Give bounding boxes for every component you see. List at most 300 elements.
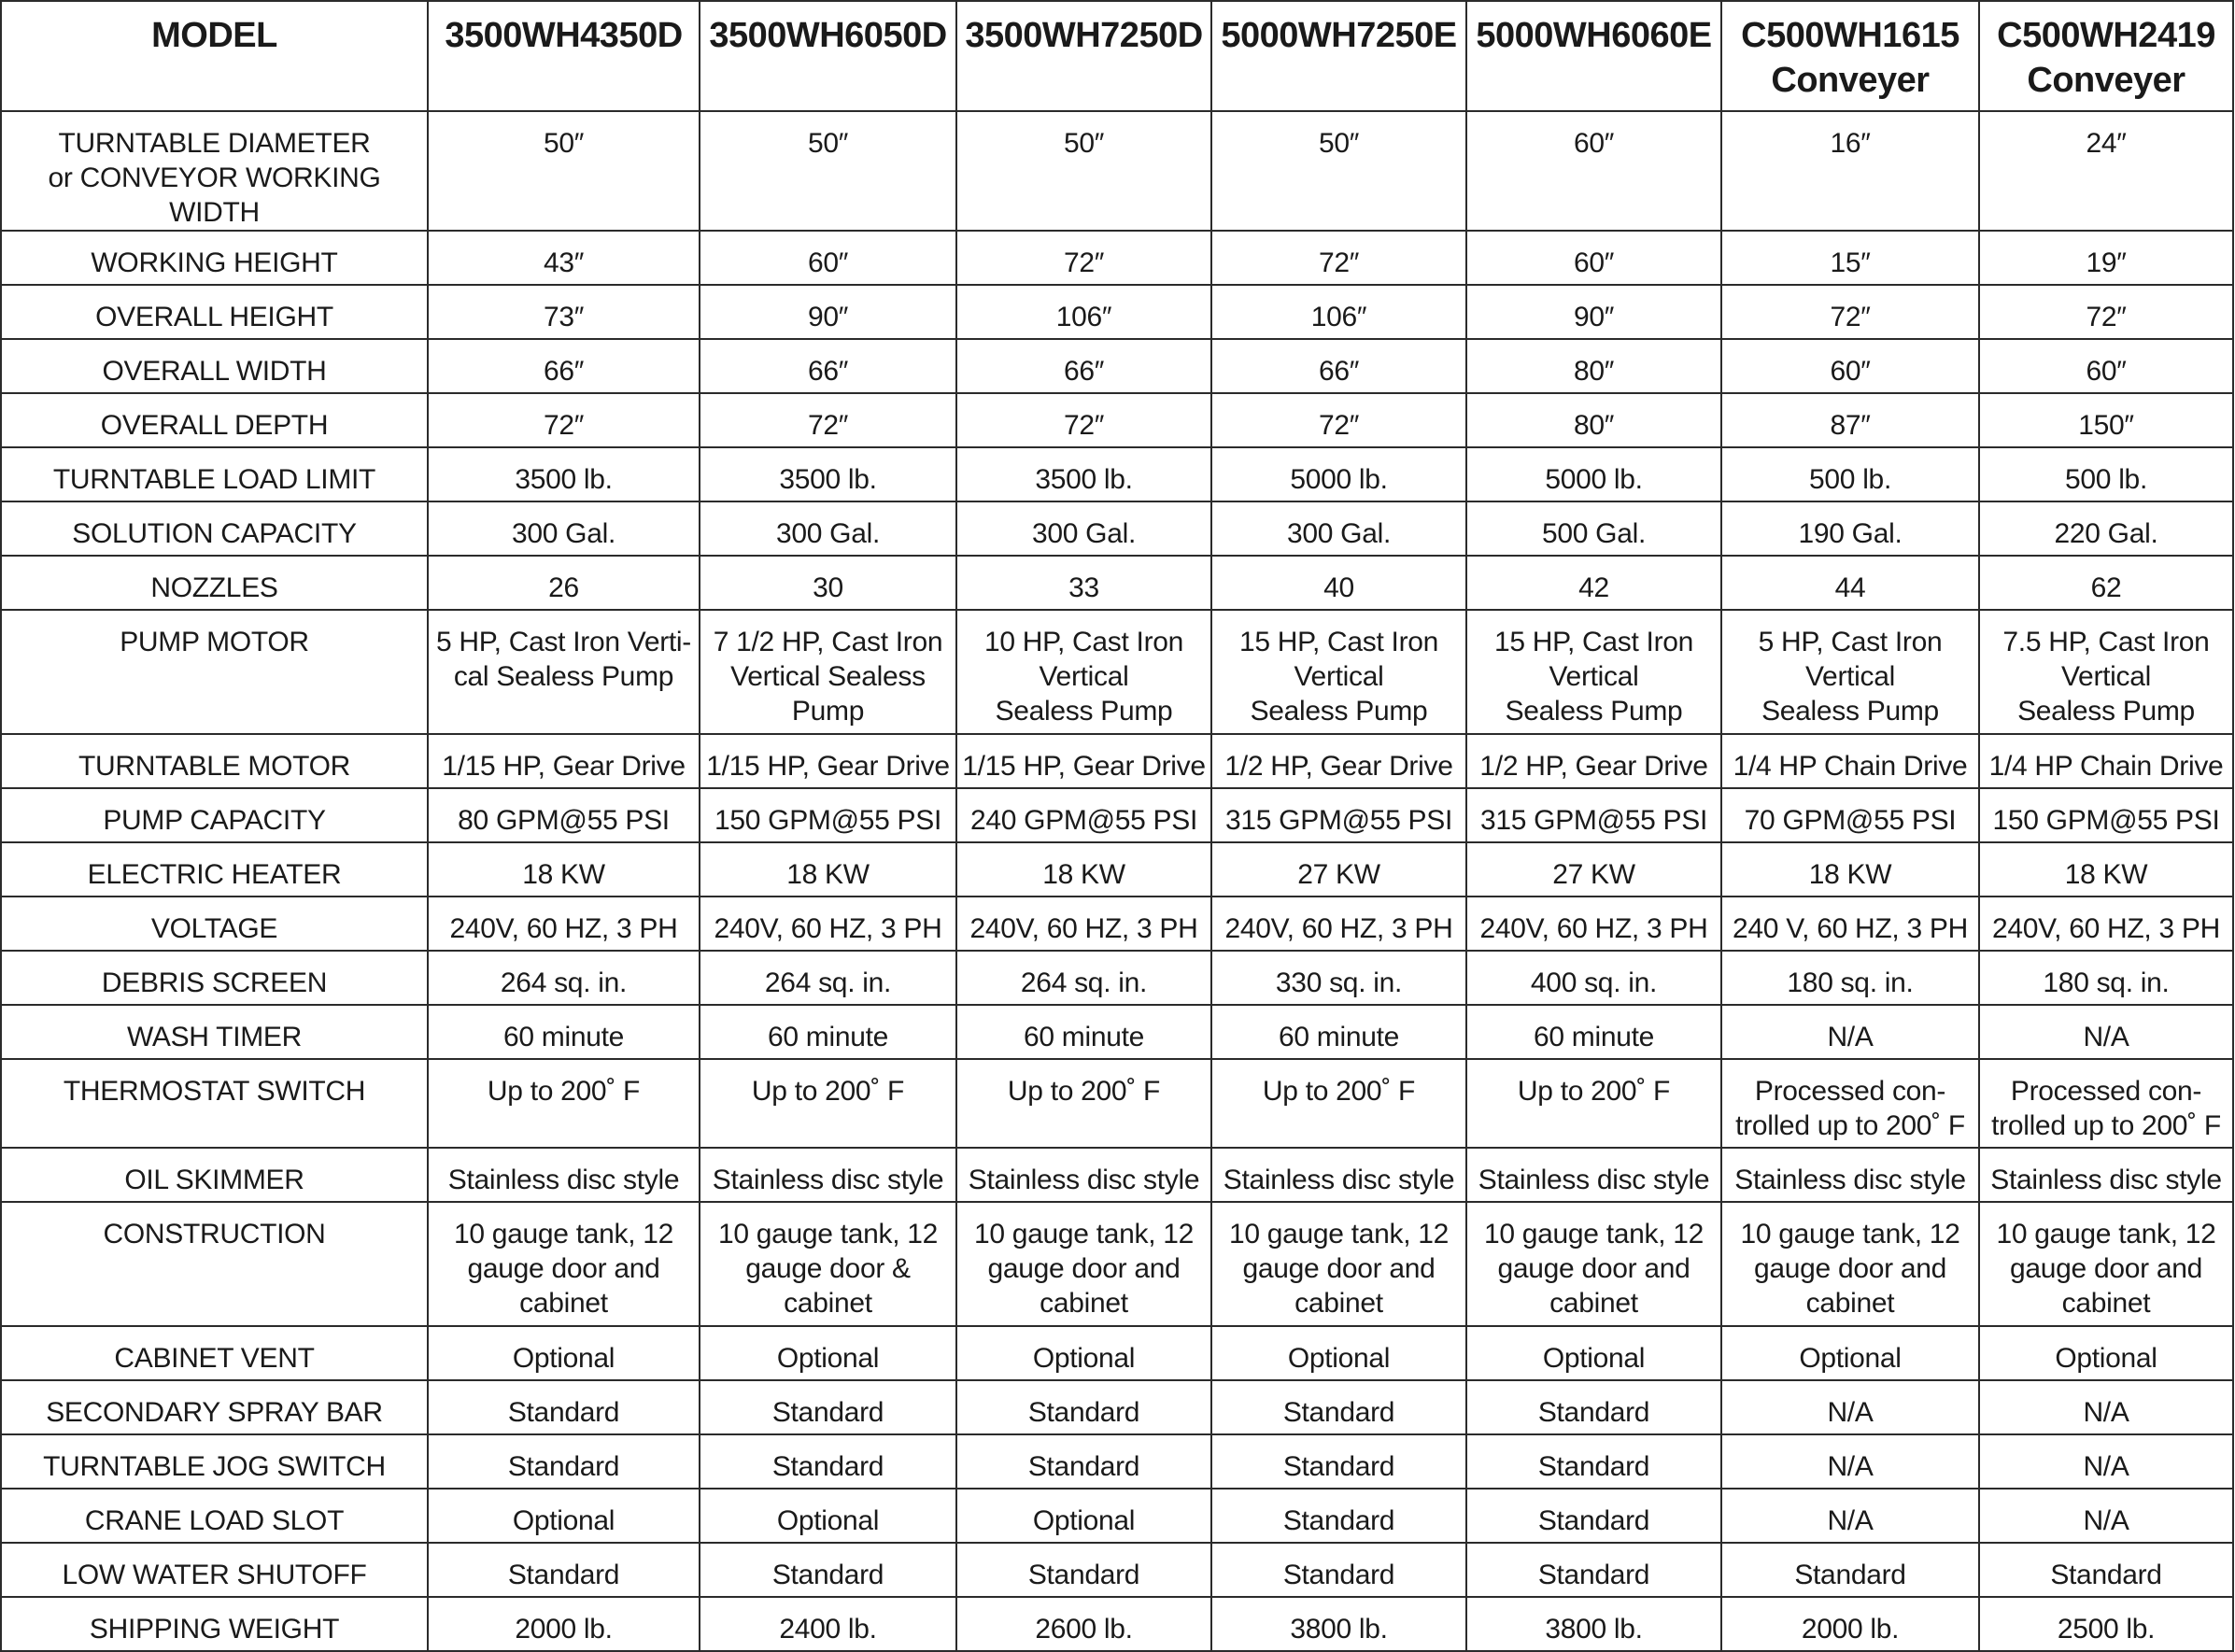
spec-cell: [956, 231, 1211, 285]
spec-value: Processed con- trolled up to 200˚ F: [1991, 1076, 2221, 1141]
spec-cell: [1721, 1005, 1979, 1059]
spec-cell: [700, 339, 956, 393]
spec-value: 90″: [807, 302, 849, 332]
spec-cell: [700, 897, 956, 951]
table-row: [1, 447, 2233, 501]
spec-cell: [700, 1543, 956, 1597]
spec-cell: [1211, 1434, 1466, 1489]
spec-cell: [1979, 111, 2233, 231]
spec-value: 400 sq. in.: [1530, 967, 1658, 998]
spec-cell: [1211, 1059, 1466, 1148]
spec-cell: [1211, 610, 1466, 734]
table-row: [1, 231, 2233, 285]
spec-cell: [1721, 1148, 1979, 1202]
table-row: [1, 897, 2233, 951]
row-label-text: DEBRIS SCREEN: [101, 967, 328, 998]
spec-cell: [956, 447, 1211, 501]
spec-value: N/A: [2083, 1451, 2129, 1482]
spec-cell: [956, 1597, 1211, 1651]
spec-cell: [428, 1380, 700, 1434]
spec-cell: [1211, 951, 1466, 1005]
spec-value: Up to 200˚ F: [1517, 1076, 1671, 1107]
row-label: [1, 1326, 428, 1380]
spec-cell: [1211, 501, 1466, 556]
spec-value: Standard: [771, 1397, 884, 1428]
spec-value: 15 HP, Cast Iron Vertical Sealess Pump: [1493, 627, 1694, 727]
spec-cell: [700, 610, 956, 734]
spec-value: Optional: [776, 1343, 880, 1374]
spec-cell: [1979, 1434, 2233, 1489]
spec-cell: [1721, 951, 1979, 1005]
spec-value: 90″: [1573, 302, 1615, 332]
spec-value: Stainless disc style: [1223, 1165, 1455, 1195]
spec-value: 26: [548, 572, 579, 603]
spec-cell: [1979, 1326, 2233, 1380]
spec-cell: [1721, 1326, 1979, 1380]
spec-value: 1/15 HP, Gear Drive: [706, 751, 950, 782]
spec-value: 24″: [2086, 128, 2127, 159]
spec-cell: [956, 1326, 1211, 1380]
spec-value: 3800 lb.: [1545, 1614, 1643, 1645]
spec-cell: [956, 556, 1211, 610]
spec-cell: [428, 393, 700, 447]
spec-cell: [956, 1543, 1211, 1597]
spec-cell: [1721, 897, 1979, 951]
spec-cell: [1721, 734, 1979, 788]
spec-value: Standard: [1027, 1451, 1140, 1482]
spec-cell: [1979, 393, 2233, 447]
spec-cell: [1979, 1489, 2233, 1543]
spec-value: Standard: [507, 1451, 620, 1482]
spec-cell: [956, 1005, 1211, 1059]
table-row: [1, 1597, 2233, 1651]
spec-value: 1/4 HP Chain Drive: [1988, 751, 2224, 782]
spec-cell: [1466, 842, 1721, 897]
spec-value: 150″: [2078, 410, 2134, 441]
spec-cell: [428, 1434, 700, 1489]
spec-cell: [956, 111, 1211, 231]
spec-cell: [428, 285, 700, 339]
spec-cell: [1721, 788, 1979, 842]
spec-cell: [700, 734, 956, 788]
spec-cell: [1979, 447, 2233, 501]
row-label-text: ELECTRIC HEATER: [87, 859, 342, 890]
spec-value: 500 lb.: [1809, 464, 1891, 495]
spec-cell: [700, 951, 956, 1005]
spec-cell: [1211, 339, 1466, 393]
spec-value: Standard: [1027, 1397, 1140, 1428]
spec-cell: [1211, 1380, 1466, 1434]
spec-cell: [1979, 610, 2233, 734]
spec-value: 180 sq. in.: [1787, 967, 1914, 998]
spec-cell: [1979, 897, 2233, 951]
spec-value: 30: [813, 572, 843, 603]
spec-value: 180 sq. in.: [2043, 967, 2170, 998]
spec-cell: [428, 1202, 700, 1326]
spec-value: 50″: [1063, 128, 1105, 159]
table-row: [1, 951, 2233, 1005]
spec-cell: [428, 897, 700, 951]
row-label: [1, 1148, 428, 1202]
spec-cell: [1721, 231, 1979, 285]
spec-value: 5000 lb.: [1290, 464, 1388, 495]
spec-cell: [1211, 231, 1466, 285]
spec-value: 60″: [807, 247, 849, 278]
spec-cell: [1721, 842, 1979, 897]
spec-cell: [1211, 1597, 1466, 1651]
spec-cell: [1466, 111, 1721, 231]
spec-value: N/A: [2083, 1022, 2129, 1052]
spec-cell: [956, 734, 1211, 788]
spec-cell: [1211, 1202, 1466, 1326]
spec-value: N/A: [2083, 1505, 2129, 1536]
spec-cell: [1211, 897, 1466, 951]
row-label: [1, 1005, 428, 1059]
row-label: [1, 1434, 428, 1489]
spec-cell: [1466, 1489, 1721, 1543]
row-label: [1, 951, 428, 1005]
spec-value: 3500 lb.: [1035, 464, 1133, 495]
spec-value: 72″: [1830, 302, 1871, 332]
spec-cell: [700, 1597, 956, 1651]
spec-value: 190 Gal.: [1798, 518, 1903, 549]
spec-value: Optional: [776, 1505, 880, 1536]
row-label: [1, 501, 428, 556]
spec-cell: [428, 447, 700, 501]
spec-cell: [700, 111, 956, 231]
spec-value: 10 gauge tank, 12 gauge door and cabinet: [973, 1219, 1195, 1319]
spec-value: 106″: [1055, 302, 1112, 332]
spec-value: 2000 lb.: [1801, 1614, 1900, 1645]
spec-value: 150 GPM@55 PSI: [1992, 805, 2220, 836]
spec-cell: [1979, 1005, 2233, 1059]
spec-value: 60 minute: [1533, 1022, 1655, 1052]
spec-cell: [1211, 1005, 1466, 1059]
row-label-text: OVERALL HEIGHT: [95, 302, 333, 332]
spec-cell: [428, 339, 700, 393]
spec-value: 15 HP, Cast Iron Vertical Sealess Pump: [1238, 627, 1439, 727]
spec-cell: [700, 1489, 956, 1543]
spec-value: Up to 200˚ F: [487, 1076, 641, 1107]
spec-value: Optional: [1287, 1343, 1391, 1374]
spec-value: 5000 lb.: [1545, 464, 1643, 495]
spec-value: 10 gauge tank, 12 gauge door and cabinet: [1228, 1219, 1450, 1319]
spec-cell: [1979, 231, 2233, 285]
spec-value: 1/15 HP, Gear Drive: [962, 751, 1206, 782]
spec-cell: [428, 1326, 700, 1380]
spec-cell: [428, 1489, 700, 1543]
spec-cell: [1979, 734, 2233, 788]
row-label: [1, 842, 428, 897]
table-row: [1, 1489, 2233, 1543]
spec-value: 43″: [543, 247, 585, 278]
spec-value: 10 gauge tank, 12 gauge door and cabinet: [1740, 1219, 1960, 1319]
spec-value: 70 GPM@55 PSI: [1744, 805, 1957, 836]
spec-cell: [428, 556, 700, 610]
spec-cell: [1466, 788, 1721, 842]
spec-cell: [1466, 393, 1721, 447]
spec-cell: [428, 1543, 700, 1597]
spec-value: 18 KW: [1042, 859, 1125, 890]
row-label: [1, 285, 428, 339]
spec-cell: [1466, 1380, 1721, 1434]
spec-value: 72″: [1318, 247, 1360, 278]
spec-cell: [1979, 1597, 2233, 1651]
spec-value: 7.5 HP, Cast Iron Vertical Sealess Pump: [2002, 627, 2210, 727]
spec-cell: [956, 610, 1211, 734]
spec-value: Optional: [1032, 1505, 1136, 1536]
spec-value: Standard: [1537, 1451, 1650, 1482]
spec-cell: [700, 1434, 956, 1489]
spec-value: 72″: [807, 410, 849, 441]
spec-cell: [1466, 447, 1721, 501]
spec-value: 19″: [2086, 247, 2127, 278]
spec-cell: [1979, 1380, 2233, 1434]
spec-value: 1/2 HP, Gear Drive: [1224, 751, 1453, 782]
spec-value: 10 gauge tank, 12 gauge door & cabinet: [717, 1219, 939, 1319]
spec-cell: [956, 393, 1211, 447]
table-row: [1, 1434, 2233, 1489]
spec-cell: [1979, 1202, 2233, 1326]
spec-cell: [1979, 501, 2233, 556]
spec-cell: [1211, 1326, 1466, 1380]
spec-cell: [1211, 556, 1466, 610]
table-row: [1, 1202, 2233, 1326]
spec-value: 18 KW: [522, 859, 605, 890]
spec-value: 3800 lb.: [1290, 1614, 1388, 1645]
spec-cell: [1466, 610, 1721, 734]
spec-cell: [1211, 1148, 1466, 1202]
spec-cell: [428, 842, 700, 897]
spec-value: 240V, 60 HZ, 3 PH: [1479, 913, 1708, 944]
spec-value: 1/4 HP Chain Drive: [1733, 751, 1968, 782]
spec-value: 18 KW: [1808, 859, 1892, 890]
spec-cell: [1721, 556, 1979, 610]
spec-value: 10 gauge tank, 12 gauge door and cabinet: [453, 1219, 674, 1319]
spec-value: 315 GPM@55 PSI: [1224, 805, 1453, 836]
row-label-text: SOLUTION CAPACITY: [72, 518, 357, 549]
spec-value: 72″: [1318, 410, 1360, 441]
spec-value: 330 sq. in.: [1275, 967, 1403, 998]
spec-value: 300 Gal.: [1031, 518, 1136, 549]
spec-cell: [1466, 1597, 1721, 1651]
spec-cell: [1979, 1543, 2233, 1597]
spec-cell: [1979, 1148, 2233, 1202]
row-label: [1, 1597, 428, 1651]
spec-cell: [428, 1148, 700, 1202]
spec-value: Processed con- trolled up to 200˚ F: [1735, 1076, 1965, 1141]
row-label-text: NOZZLES: [150, 572, 278, 603]
spec-value: Stainless disc style: [1990, 1165, 2222, 1195]
spec-value: Standard: [1537, 1397, 1650, 1428]
header-model: 3500WH6050D: [700, 1, 956, 111]
table-row: [1, 1380, 2233, 1434]
row-label-text: SECONDARY SPRAY BAR: [46, 1397, 383, 1428]
spec-cell: [956, 1059, 1211, 1148]
spec-value: 10 HP, Cast Iron Vertical Sealess Pump: [983, 627, 1184, 727]
header-model: C500WH1615 Conveyer: [1721, 1, 1979, 111]
spec-cell: [700, 285, 956, 339]
spec-cell: [700, 1202, 956, 1326]
spec-cell: [956, 1148, 1211, 1202]
spec-value: 3500 lb.: [515, 464, 613, 495]
spec-value: 60″: [1830, 356, 1871, 387]
spec-value: 264 sq. in.: [500, 967, 628, 998]
row-label-text: WORKING HEIGHT: [91, 247, 338, 278]
spec-value: 60″: [1573, 247, 1615, 278]
row-label: [1, 231, 428, 285]
spec-value: N/A: [2083, 1397, 2129, 1428]
spec-value: 2400 lb.: [779, 1614, 877, 1645]
spec-cell: [956, 897, 1211, 951]
spec-value: 73″: [543, 302, 585, 332]
spec-value: 150 GPM@55 PSI: [714, 805, 942, 836]
spec-value: 44: [1834, 572, 1866, 603]
spec-cell: [1211, 111, 1466, 231]
spec-value: 80″: [1573, 356, 1615, 387]
spec-cell: [1466, 1434, 1721, 1489]
spec-value: N/A: [1827, 1397, 1874, 1428]
spec-value: Standard: [1282, 1397, 1395, 1428]
spec-value: Standard: [1282, 1451, 1395, 1482]
spec-cell: [700, 842, 956, 897]
spec-cell: [1721, 1597, 1979, 1651]
spec-cell: [1466, 1326, 1721, 1380]
row-label: [1, 897, 428, 951]
spec-cell: [1211, 447, 1466, 501]
row-label-text: TURNTABLE DIAMETER or CONVEYOR WORKING WIDTH: [48, 128, 381, 228]
spec-value: Stainless disc style: [712, 1165, 944, 1195]
spec-cell: [1211, 1489, 1466, 1543]
spec-cell: [1466, 556, 1721, 610]
header-model: 3500WH7250D: [956, 1, 1211, 111]
spec-value: 7 1/2 HP, Cast Iron Vertical Sealess Pump: [713, 627, 943, 727]
spec-value: 240V, 60 HZ, 3 PH: [969, 913, 1198, 944]
table-row: [1, 111, 2233, 231]
spec-value: 27 KW: [1297, 859, 1380, 890]
spec-cell: [1721, 1543, 1979, 1597]
spec-cell: [1211, 1543, 1466, 1597]
row-label-text: VOLTAGE: [150, 913, 278, 944]
spec-value: 300 Gal.: [511, 518, 615, 549]
spec-cell: [956, 1434, 1211, 1489]
spec-value: 50″: [807, 128, 849, 159]
spec-value: 72″: [1063, 247, 1105, 278]
spec-value: Optional: [1032, 1343, 1136, 1374]
spec-value: Up to 200˚ F: [751, 1076, 905, 1107]
spec-cell: [1211, 285, 1466, 339]
spec-cell: [428, 610, 700, 734]
row-label: [1, 610, 428, 734]
spec-cell: [700, 393, 956, 447]
spec-value: 500 lb.: [2065, 464, 2147, 495]
header-model-label: MODEL: [1, 1, 428, 111]
spec-cell: [428, 788, 700, 842]
table-row: [1, 788, 2233, 842]
row-label-text: OVERALL WIDTH: [102, 356, 327, 387]
spec-value: 300 Gal.: [775, 518, 880, 549]
spec-cell: [428, 231, 700, 285]
spec-value: 50″: [1318, 128, 1360, 159]
row-label: [1, 788, 428, 842]
table-row: [1, 501, 2233, 556]
spec-value: Stainless disc style: [447, 1165, 680, 1195]
spec-cell: [1721, 447, 1979, 501]
spec-cell: [1466, 1202, 1721, 1326]
row-label: [1, 111, 428, 231]
spec-value: 10 gauge tank, 12 gauge door and cabinet: [1483, 1219, 1705, 1319]
spec-value: 40: [1323, 572, 1354, 603]
spec-cell: [700, 1005, 956, 1059]
row-label-text: TURNTABLE MOTOR: [78, 751, 351, 782]
spec-cell: [700, 1326, 956, 1380]
spec-cell: [1466, 231, 1721, 285]
spec-value: 50″: [543, 128, 585, 159]
spec-value: Up to 200˚ F: [1262, 1076, 1416, 1107]
spec-value: 60 minute: [1023, 1022, 1145, 1052]
spec-value: 2000 lb.: [515, 1614, 613, 1645]
spec-value: 60 minute: [502, 1022, 625, 1052]
spec-value: Stainless disc style: [1734, 1165, 1966, 1195]
row-label-text: CRANE LOAD SLOT: [84, 1505, 345, 1536]
row-label: [1, 734, 428, 788]
spec-value: 240 GPM@55 PSI: [969, 805, 1198, 836]
table-row: [1, 339, 2233, 393]
spec-cell: [700, 1380, 956, 1434]
spec-value: Standard: [507, 1397, 620, 1428]
row-label: [1, 1380, 428, 1434]
spec-value: 5 HP, Cast Iron Verti- cal Sealess Pump: [436, 627, 691, 692]
spec-value: Standard: [2050, 1560, 2162, 1590]
spec-cell: [1979, 285, 2233, 339]
spec-cell: [956, 951, 1211, 1005]
spec-cell: [1466, 897, 1721, 951]
spec-value: 5 HP, Cast Iron Vertical Sealess Pump: [1758, 627, 1943, 727]
spec-value: Standard: [1794, 1560, 1906, 1590]
spec-cell: [956, 1489, 1211, 1543]
spec-value: Up to 200˚ F: [1007, 1076, 1161, 1107]
spec-value: 500 Gal.: [1541, 518, 1646, 549]
spec-value: Stainless disc style: [968, 1165, 1200, 1195]
spec-value: 10 gauge tank, 12 gauge door and cabinet: [1996, 1219, 2216, 1319]
spec-cell: [1466, 285, 1721, 339]
spec-value: 27 KW: [1552, 859, 1635, 890]
spec-value: N/A: [1827, 1505, 1874, 1536]
spec-value: 60″: [2086, 356, 2127, 387]
spec-value: 66″: [543, 356, 585, 387]
row-label: [1, 1202, 428, 1326]
spec-cell: [1466, 339, 1721, 393]
spec-cell: [1721, 285, 1979, 339]
spec-cell: [1979, 556, 2233, 610]
spec-value: 1/15 HP, Gear Drive: [442, 751, 686, 782]
spec-cell: [428, 951, 700, 1005]
table-row: [1, 556, 2233, 610]
spec-cell: [700, 1148, 956, 1202]
spec-cell: [1721, 501, 1979, 556]
table-row: [1, 610, 2233, 734]
spec-value: Standard: [1282, 1560, 1395, 1590]
spec-cell: [1721, 111, 1979, 231]
header-model: 3500WH4350D: [428, 1, 700, 111]
row-label: [1, 1059, 428, 1148]
spec-cell: [700, 231, 956, 285]
spec-value: 60 minute: [1278, 1022, 1400, 1052]
row-label-text: THERMOSTAT SWITCH: [63, 1076, 366, 1107]
spec-value: Standard: [1282, 1505, 1395, 1536]
table-row: [1, 1543, 2233, 1597]
row-label-text: TURNTABLE LOAD LIMIT: [52, 464, 376, 495]
